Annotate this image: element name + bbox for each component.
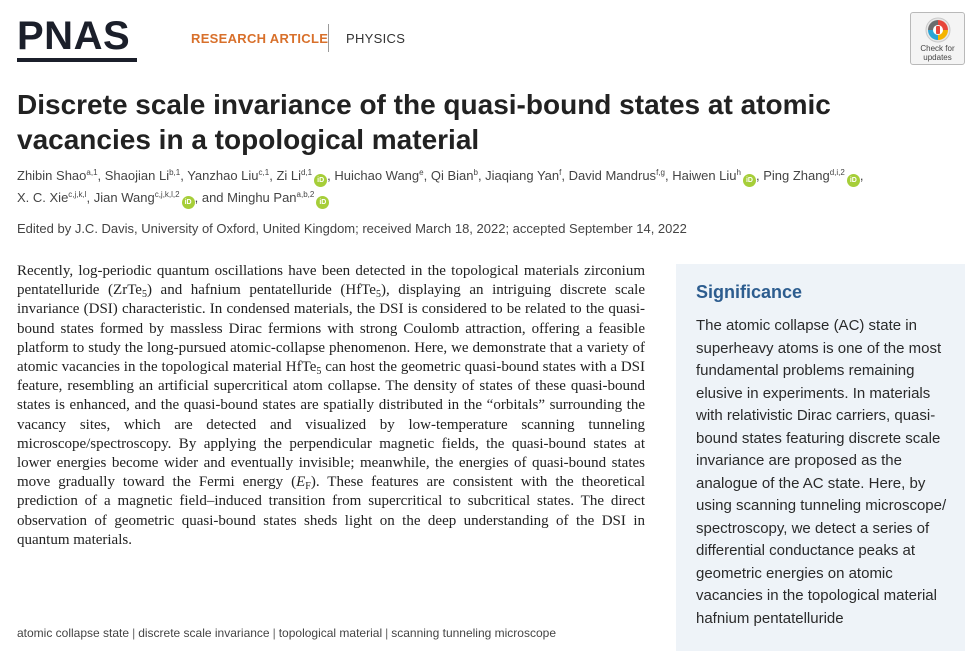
significance-box (676, 264, 965, 651)
journal-header (0, 0, 970, 75)
check-updates-label: Check for updates (920, 44, 955, 62)
check-for-updates-button[interactable] (910, 12, 965, 65)
keyword-separator: | (132, 626, 136, 640)
header-divider (328, 24, 329, 52)
author-name[interactable] (569, 168, 665, 183)
fermi-subscript: F (305, 481, 311, 493)
author-affiliation[interactable]: f,g (656, 168, 665, 177)
author-label: Huichao Wang (334, 168, 420, 183)
author-name[interactable] (763, 168, 860, 183)
orcid-icon[interactable]: iD (182, 196, 195, 209)
author-affiliation[interactable]: e (419, 168, 424, 177)
author-affiliation[interactable]: a,b,2 (296, 190, 315, 199)
author-label: Jian Wang (93, 190, 155, 205)
author-name[interactable] (431, 168, 478, 183)
abstract-text-1: Recently, log-periodic quantum oscillations have been detected in the topological materials zirconium pentatelluride (ZrTe (17, 263, 645, 299)
article-title: Discrete scale invariance of the quasi-bound states at atomic vacancies in a topological material (17, 89, 831, 155)
abstract-text-5: ). These features are consistent with the theoretical prediction of a magnetic field–induced transition from supercritical to subcritical states. The direct observation of geometric quasi-bound states sheds light on the deep understanding of the DSI in quantum materials. (17, 474, 645, 548)
author-affiliation[interactable]: c,j,k,l,2 (154, 190, 180, 199)
keyword-list (17, 626, 556, 640)
author-label: Shaojian Li (104, 168, 170, 183)
abstract (17, 262, 645, 550)
check-updates-icon (925, 17, 951, 43)
keyword-link[interactable]: atomic collapse state (17, 626, 130, 640)
author-affiliation[interactable]: c,j,k,l (68, 190, 87, 199)
author-name[interactable] (94, 190, 195, 205)
author-label: Zi Li (276, 168, 301, 183)
orcid-icon[interactable]: iD (743, 174, 756, 187)
author-label: Qi Bian (430, 168, 474, 183)
keyword-link[interactable]: scanning tunneling microscope (391, 626, 556, 640)
abstract-text-3: ), displaying an intriguing discrete scale invariance (DSI) characteristic. In condensed materials, the DSI is considered to be related to the quasi-bound states formed by massless Dirac fermions with strong Coulomb attraction, offering a feasible platform to study the long-pursued atomic-collapse phenomenon. Here, we demonstrate that a variety of atomic vacancies in the topological material HfTe (17, 282, 646, 376)
author-affiliation[interactable]: a,1 (86, 168, 98, 177)
author-name[interactable] (672, 168, 756, 183)
author-label: Jiaqiang Yan (485, 168, 560, 183)
keyword-separator: | (272, 626, 276, 640)
significance-body: The atomic collapse (AC) state in superheavy atoms is one of the most fundamental problems remaining elusive in experiments. In materials with relativistic Dirac carriers, quasi-bound states featuring discrete scale invariance are proposed as the analogue of the AC state. Here, by using scanning tunneling microscope/ spectroscopy, we detect a series of differential conductance peaks at geometric energies on atomic vacancies in the topological material hafnium pentatelluride (696, 317, 947, 627)
journal-logo[interactable]: PNAS (17, 14, 131, 58)
subscript-5: 5 (375, 289, 381, 301)
subject-label[interactable]: PHYSICS (346, 31, 406, 46)
author-affiliation[interactable]: d,1 (301, 168, 313, 177)
author-label: X. C. Xie (17, 190, 69, 205)
author-name[interactable] (334, 168, 423, 183)
author-label: Zhibin Shao (17, 168, 87, 183)
logo-underline (17, 58, 137, 62)
article-type-label: RESEARCH ARTICLE (191, 31, 329, 46)
author-name[interactable] (187, 168, 269, 183)
author-name[interactable] (276, 168, 327, 183)
author-affiliation[interactable]: d,i,2 (829, 168, 845, 177)
author-affiliation[interactable]: b,1 (169, 168, 181, 177)
author-list: Zhibin Shao$^{a,1}$, Shaojian Li$^{b,1}$, Yanzhao Liu$^{c,1}$, Zi Li$^{d,1}$iD , Huichao Wang$^e$, Qi Bian$^b$, Jiaqiang Yan$^f$, David Mandrus$^{f,g}$, Haiwen Liu$^h$iD , Ping Zhang$^{d,i,2}$iD , X. C. Xie$^{c,j,k,l}$, Jian Wang$^{c,j,k,l,2}$iD , and Minghu Pan$^{a,b,2}$iD (17, 165, 957, 209)
author-affiliation[interactable]: h (736, 168, 741, 177)
subscript-5: 5 (141, 289, 147, 301)
author-affiliation[interactable]: b (473, 168, 478, 177)
editorial-info: Edited by J.C. Davis, University of Oxford, United Kingdom; received March 18, 2022; accepted September 14, 2022 (17, 221, 687, 236)
author-affiliation[interactable]: f (559, 168, 562, 177)
author-name[interactable] (202, 190, 329, 205)
author-label: David Mandrus (568, 168, 657, 183)
significance-title: Significance (696, 282, 803, 302)
author-affiliation[interactable]: c,1 (258, 168, 270, 177)
author-name[interactable] (17, 168, 98, 183)
orcid-icon[interactable]: iD (316, 196, 329, 209)
keyword-link[interactable]: topological material (278, 626, 383, 640)
author-label: and Minghu Pan (201, 190, 297, 205)
subscript-5: 5 (316, 366, 322, 378)
author-name[interactable] (485, 168, 561, 183)
orcid-icon[interactable]: iD (314, 174, 327, 187)
author-name[interactable] (17, 190, 87, 205)
fermi-energy-symbol: E (296, 474, 306, 491)
author-name[interactable] (105, 168, 180, 183)
abstract-text-2: ) and hafnium pentatelluride (HfTe (146, 282, 376, 299)
orcid-icon[interactable]: iD (847, 174, 860, 187)
abstract-text-4: can host the geometric quasi-bound states with a DSI feature, resembling an artificial supercritical atom collapse. The density of states of these quasi-bound states is enhanced, and the quasi-bound states are spatially distributed in the “orbitals” surrounding the vacancy sites, which are detected and visualized by low-temperature scanning tunneling microscope/spectroscopy. By applying the perpendicular magnetic fields, the quasi-bound states at lower energies become wider and eventually invisible; meanwhile, the energies of quasi-bound states move gradually toward the Fermi energy ( (17, 359, 645, 491)
author-label: Haiwen Liu (672, 168, 737, 183)
author-label: Ping Zhang (763, 168, 830, 183)
keyword-separator: | (385, 626, 389, 640)
author-label: Yanzhao Liu (187, 168, 259, 183)
keyword-link[interactable]: discrete scale invariance (138, 626, 270, 640)
